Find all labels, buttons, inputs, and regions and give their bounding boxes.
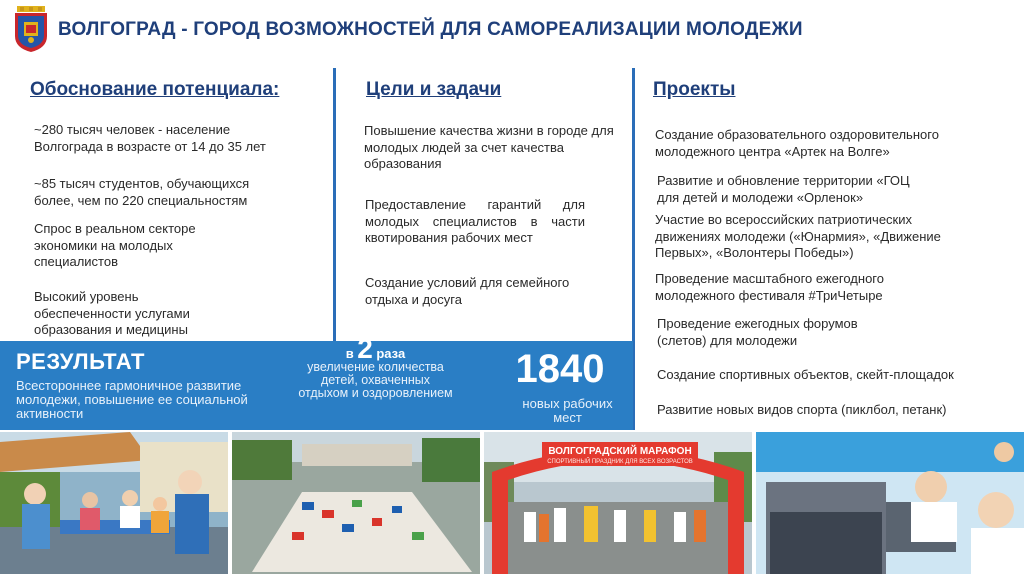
potential-item: Спрос в реальном секторе экономики на молодых специалистов	[34, 221, 196, 269]
goals-item: Предоставление гарантий для молодых специалистов в части квотирования рабочих мест	[365, 197, 585, 245]
photo-marathon	[484, 432, 752, 574]
stat2-text: увеличение количества детей, охваченных отдыхом и оздоровлением	[298, 360, 453, 400]
stat3-text: новых рабочих мест	[522, 396, 613, 425]
page-title: ВОЛГОГРАД - ГОРОД ВОЗМОЖНОСТЕЙ ДЛЯ САМОРЕАЛИЗАЦИИ МОЛОДЕЖИ	[58, 19, 803, 40]
result-text: Всестороннее гармоничное развитие молодежи, повышение ее социальной активности	[16, 378, 248, 421]
goals-heading: Цели и задачи	[366, 79, 502, 100]
projects-item: Развитие и обновление территории «ГОЦ для детей и молодежи «Орленок»	[657, 173, 910, 205]
result-title: РЕЗУЛЬТАТ	[16, 349, 145, 374]
projects-item: Проведение масштабного ежегодного молодежного фестиваля #ТриЧетыре	[655, 271, 884, 303]
stat2-prefix: в	[345, 346, 354, 361]
potential-item: ~85 тысяч студентов, обучающихся более, чем по 220 специальностям	[34, 176, 250, 208]
projects-item: Создание образовательного оздоровительного молодежного центра «Артек на Волге»	[655, 127, 939, 159]
column-divider	[333, 68, 336, 341]
photo-children-camp	[0, 432, 228, 574]
potential-item: Высокий уровень обеспеченности услугами образования и медицины	[34, 289, 190, 337]
goals-item: Создание условий для семейного отдыха и досуга	[365, 275, 570, 307]
marathon-banner-title: ВОЛГОГРАДСКИЙ МАРАФОН	[548, 446, 692, 457]
goals-item: Повышение качества жизни в городе для молодых людей за счет качества образования	[364, 123, 614, 171]
projects-item: Развитие новых видов спорта (пиклбол, петанк)	[657, 402, 947, 417]
marathon-banner-subtitle: СПОРТИВНЫЙ ПРАЗДНИК ДЛЯ ВСЕХ ВОЗРАСТОВ	[547, 459, 693, 465]
potential-heading: Обоснование потенциала:	[30, 79, 280, 100]
projects-item: Проведение ежегодных форумов (слетов) для молодежи	[657, 316, 858, 348]
potential-item: ~280 тысяч человек - население Волгограда в возрасте от 14 до 35 лет	[34, 122, 266, 154]
photo-robotics-class	[756, 432, 1024, 574]
stat3-value: 1840	[515, 347, 605, 391]
photo-parade-crowd	[232, 432, 480, 574]
stat2-unit: раза	[376, 346, 406, 361]
projects-heading: Проекты	[653, 79, 736, 100]
projects-item: Создание спортивных объектов, скейт-площадок	[657, 367, 954, 382]
stat2-value: 2	[357, 333, 373, 364]
projects-item: Участие во всероссийских патриотических движениях молодежи («Юнармия», «Движение Первых», «Волонтеры Победы»)	[655, 212, 941, 260]
result-stat-children	[298, 333, 453, 400]
volgograd-coat-of-arms-icon	[14, 6, 48, 52]
